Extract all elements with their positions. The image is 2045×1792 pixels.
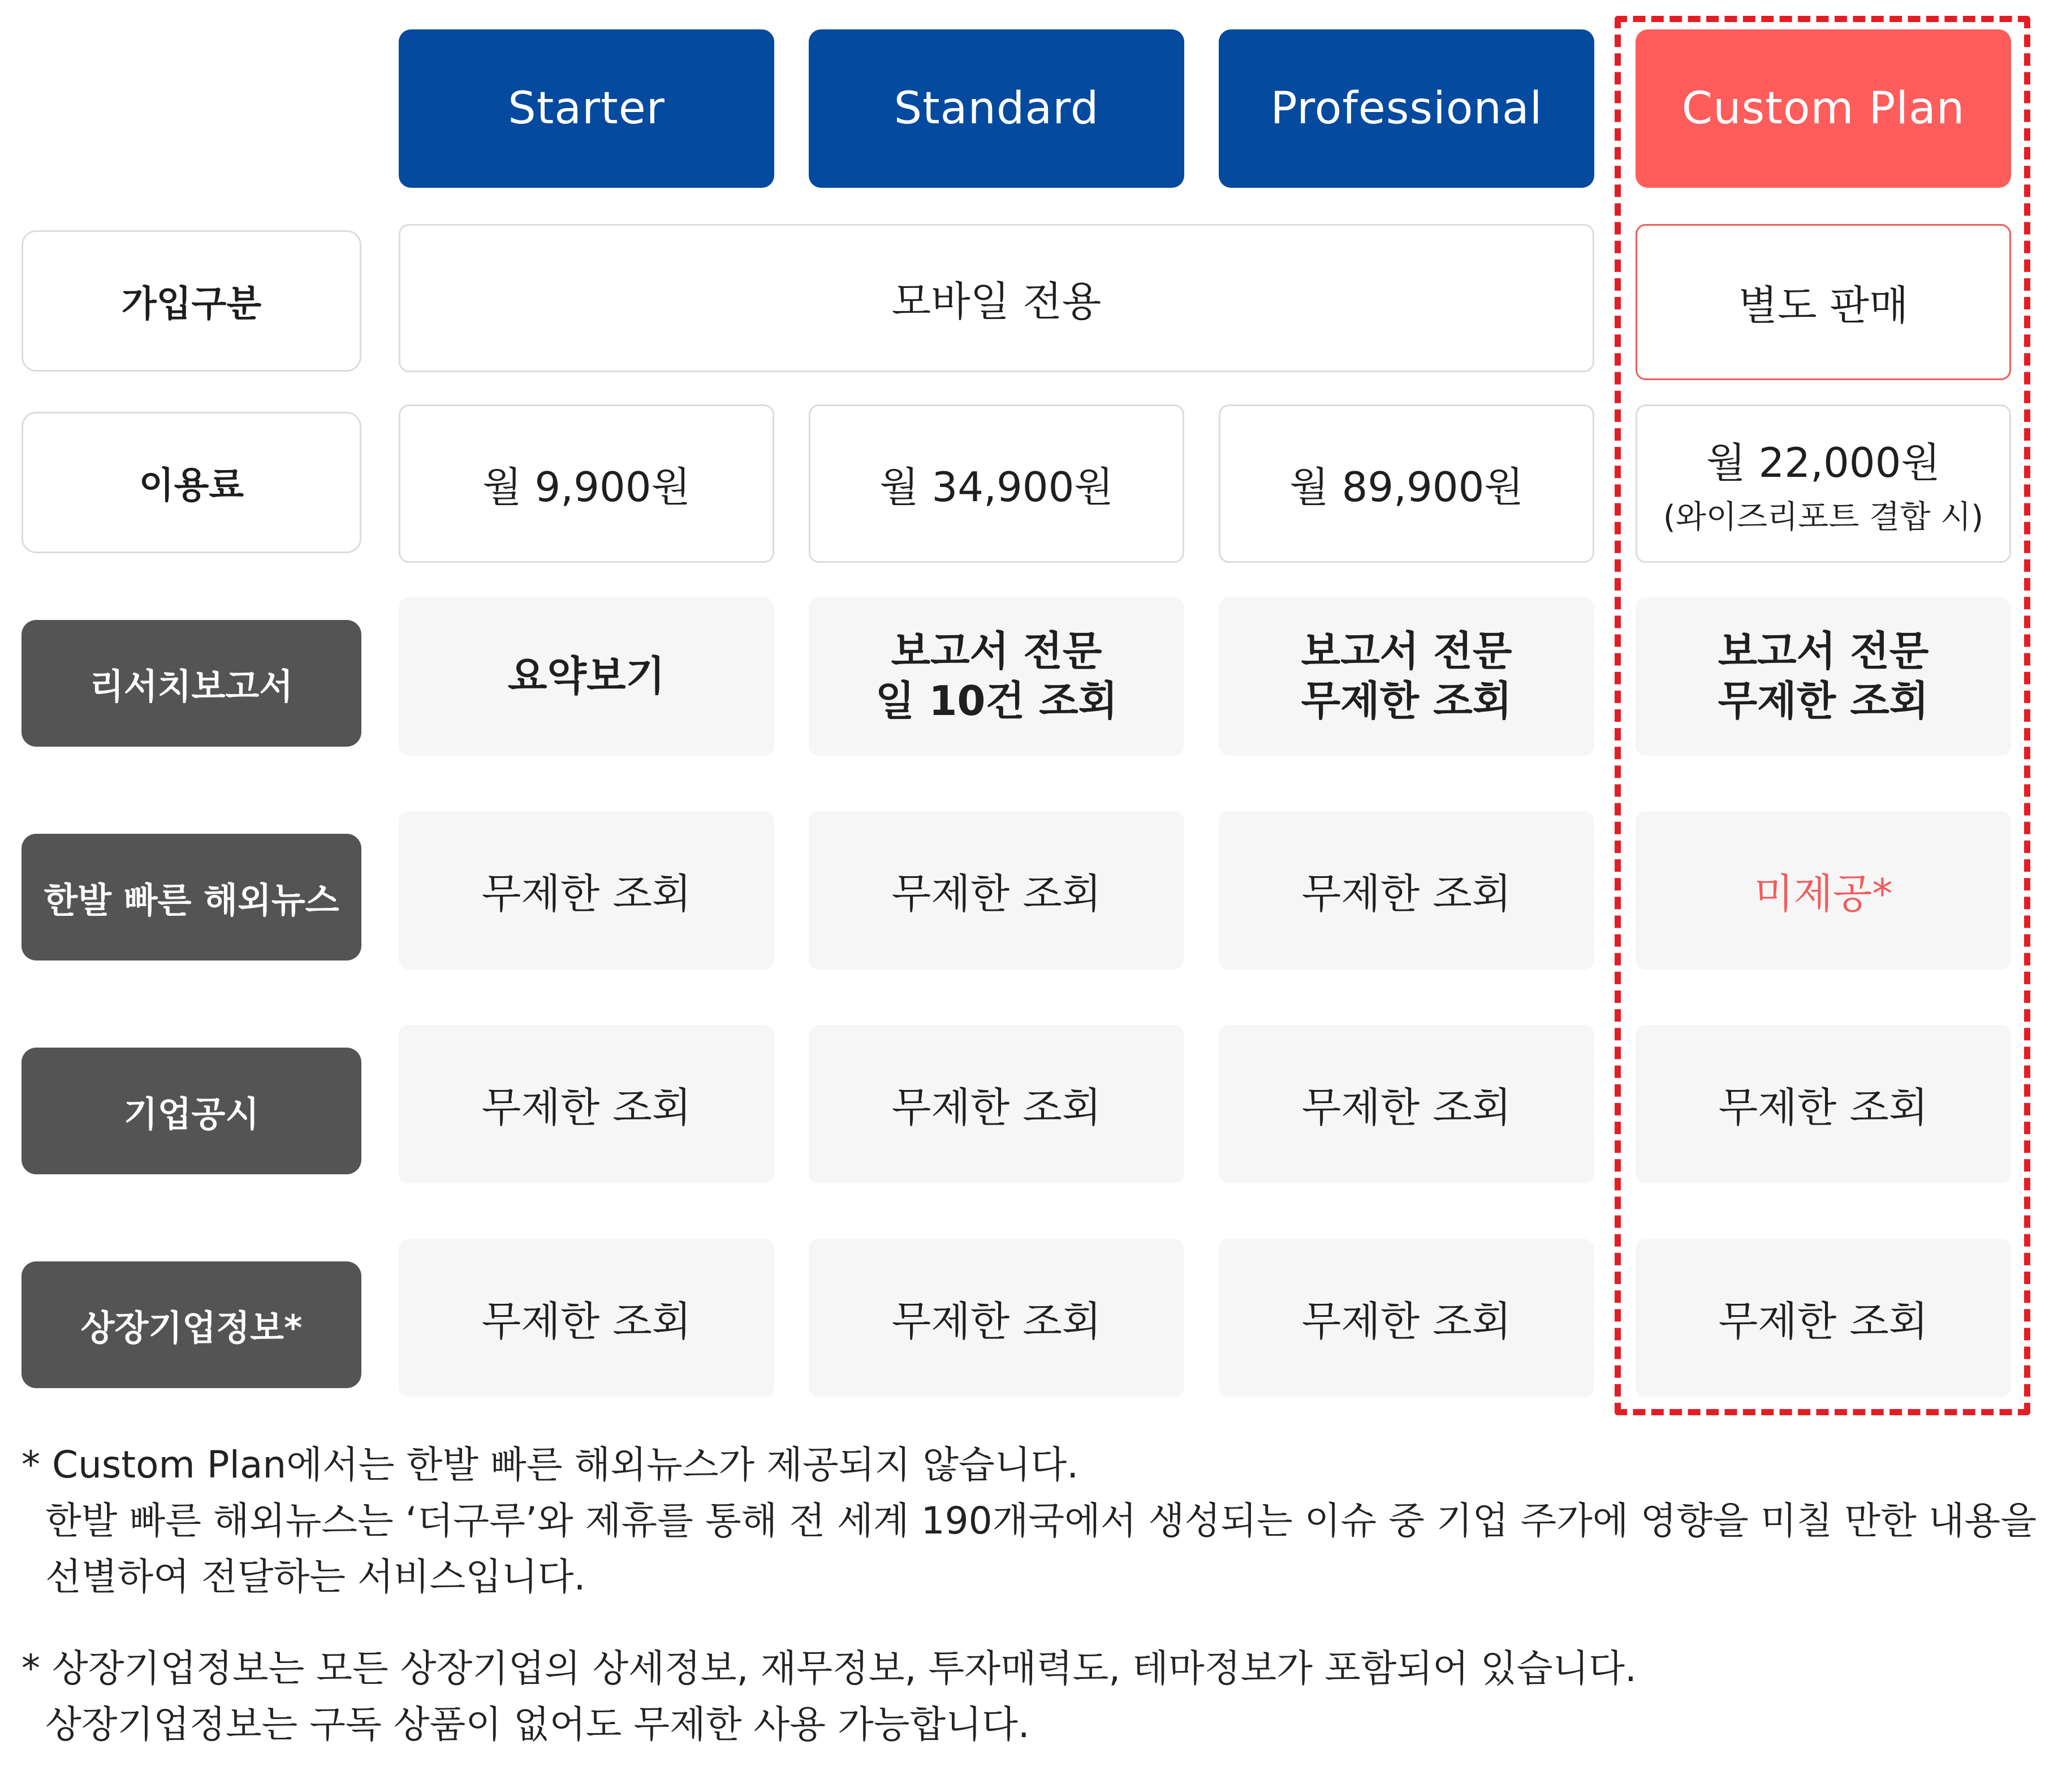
cell-listed-custom bbox=[1636, 1239, 2011, 1397]
plan-header-standard-label: Standard bbox=[894, 83, 1099, 134]
cell-signup-mobile-only-text: 모바일 전용 bbox=[891, 278, 1102, 325]
cell-listed-professional bbox=[1219, 1239, 1594, 1397]
footnote-custom-plan-news bbox=[21, 1437, 2037, 1605]
cell-disclosure-professional-text: 무제한 조회 bbox=[1301, 1084, 1512, 1131]
plan-header-custom[interactable] bbox=[1636, 29, 2011, 188]
footnote-listed-company-info bbox=[21, 1640, 2024, 1752]
cell-signup-custom bbox=[1636, 224, 2011, 380]
cell-fee-custom-note: (와이즈리포트 결합 시) bbox=[1663, 499, 1984, 536]
cell-research-professional-line2: 무제한 조회 bbox=[1301, 677, 1512, 725]
cell-research-standard-line2: 일 10건 조회 bbox=[875, 677, 1118, 725]
cell-news-standard bbox=[809, 811, 1184, 970]
plan-header-professional-label: Professional bbox=[1270, 83, 1543, 134]
cell-signup-mobile-only bbox=[399, 224, 1594, 372]
row-label-listed bbox=[21, 1261, 361, 1388]
plan-header-standard[interactable] bbox=[809, 29, 1184, 188]
plan-header-starter-label: Starter bbox=[508, 83, 665, 134]
row-label-fee-text: 이용료 bbox=[139, 465, 244, 507]
cell-research-standard-line1: 보고서 전문 bbox=[891, 627, 1102, 675]
row-label-research-text: 리서치보고서 bbox=[89, 665, 294, 707]
cell-disclosure-starter-text: 무제한 조회 bbox=[481, 1084, 692, 1131]
cell-disclosure-standard-text: 무제한 조회 bbox=[891, 1084, 1102, 1131]
cell-listed-professional-text: 무제한 조회 bbox=[1301, 1298, 1512, 1345]
cell-signup-custom-text: 별도 판매 bbox=[1738, 282, 1909, 329]
row-label-news bbox=[21, 834, 361, 960]
plan-header-starter[interactable] bbox=[399, 29, 774, 188]
cell-disclosure-custom-text: 무제한 조회 bbox=[1718, 1084, 1928, 1131]
plan-header-professional[interactable] bbox=[1219, 29, 1594, 188]
cell-news-custom-text: 미제공* bbox=[1754, 870, 1893, 917]
row-label-signup-text: 가입구분 bbox=[121, 283, 262, 325]
cell-research-standard bbox=[809, 597, 1184, 756]
cell-disclosure-starter bbox=[399, 1025, 774, 1183]
cell-listed-standard bbox=[809, 1239, 1184, 1397]
cell-fee-starter-text: 월 9,900원 bbox=[482, 463, 691, 511]
row-label-signup bbox=[21, 230, 361, 372]
cell-research-custom-line2: 무제한 조회 bbox=[1718, 677, 1929, 725]
cell-disclosure-custom bbox=[1636, 1025, 2011, 1183]
cell-news-custom bbox=[1636, 811, 2011, 970]
cell-research-starter bbox=[399, 597, 774, 756]
row-label-news-text: 한발 빠른 해외뉴스 bbox=[44, 879, 339, 921]
cell-news-starter bbox=[399, 811, 774, 970]
row-label-disclosure bbox=[21, 1048, 361, 1174]
footnote-1-line-2: 한발 빠른 해외뉴스는 ‘더구루’와 제휴를 통해 전 세계 190개국에서 생성되는 이슈 중 기업 주가에 영향을 미칠 만한 내용을 bbox=[21, 1499, 2037, 1543]
cell-fee-professional bbox=[1219, 404, 1594, 563]
cell-research-custom-line1: 보고서 전문 bbox=[1718, 627, 1929, 675]
footnote-1-line-1: * Custom Plan에서는 한발 빠른 해외뉴스가 제공되지 않습니다. bbox=[21, 1443, 1079, 1487]
cell-research-custom bbox=[1636, 597, 2011, 756]
cell-fee-custom-text: 월 22,000원 bbox=[1706, 439, 1940, 486]
cell-fee-standard-text: 월 34,900원 bbox=[879, 463, 1114, 511]
footnote-2-line-2: 상장기업정보는 구독 상품이 없어도 무제한 사용 가능합니다. bbox=[21, 1703, 1030, 1746]
cell-fee-custom bbox=[1636, 404, 2011, 563]
cell-listed-standard-text: 무제한 조회 bbox=[891, 1298, 1102, 1345]
cell-research-professional-line1: 보고서 전문 bbox=[1301, 627, 1512, 675]
row-label-listed-text: 상장기업정보* bbox=[80, 1307, 303, 1349]
footnote-1-line-3: 선별하여 전달하는 서비스입니다. bbox=[21, 1555, 586, 1599]
row-label-disclosure-text: 기업공시 bbox=[123, 1093, 260, 1135]
cell-research-professional bbox=[1219, 597, 1594, 756]
cell-fee-starter bbox=[399, 404, 774, 563]
plan-header-custom-label: Custom Plan bbox=[1681, 83, 1965, 134]
cell-research-starter-text: 요약보기 bbox=[507, 652, 666, 700]
row-label-research bbox=[21, 620, 361, 747]
cell-news-standard-text: 무제한 조회 bbox=[891, 870, 1102, 917]
cell-disclosure-professional bbox=[1219, 1025, 1594, 1183]
cell-listed-starter bbox=[399, 1239, 774, 1397]
cell-news-professional bbox=[1219, 811, 1594, 970]
cell-fee-standard bbox=[809, 404, 1184, 563]
cell-news-professional-text: 무제한 조회 bbox=[1301, 870, 1512, 917]
cell-news-starter-text: 무제한 조회 bbox=[481, 870, 692, 917]
row-label-fee bbox=[21, 412, 361, 553]
cell-fee-professional-text: 월 89,900원 bbox=[1289, 463, 1524, 511]
footnote-2-line-1: * 상장기업정보는 모든 상장기업의 상세정보, 재무정보, 투자매력도, 테마정보가 포함되어 있습니다. bbox=[21, 1647, 1637, 1690]
cell-listed-custom-text: 무제한 조회 bbox=[1718, 1298, 1928, 1345]
cell-listed-starter-text: 무제한 조회 bbox=[481, 1298, 692, 1345]
cell-disclosure-standard bbox=[809, 1025, 1184, 1183]
